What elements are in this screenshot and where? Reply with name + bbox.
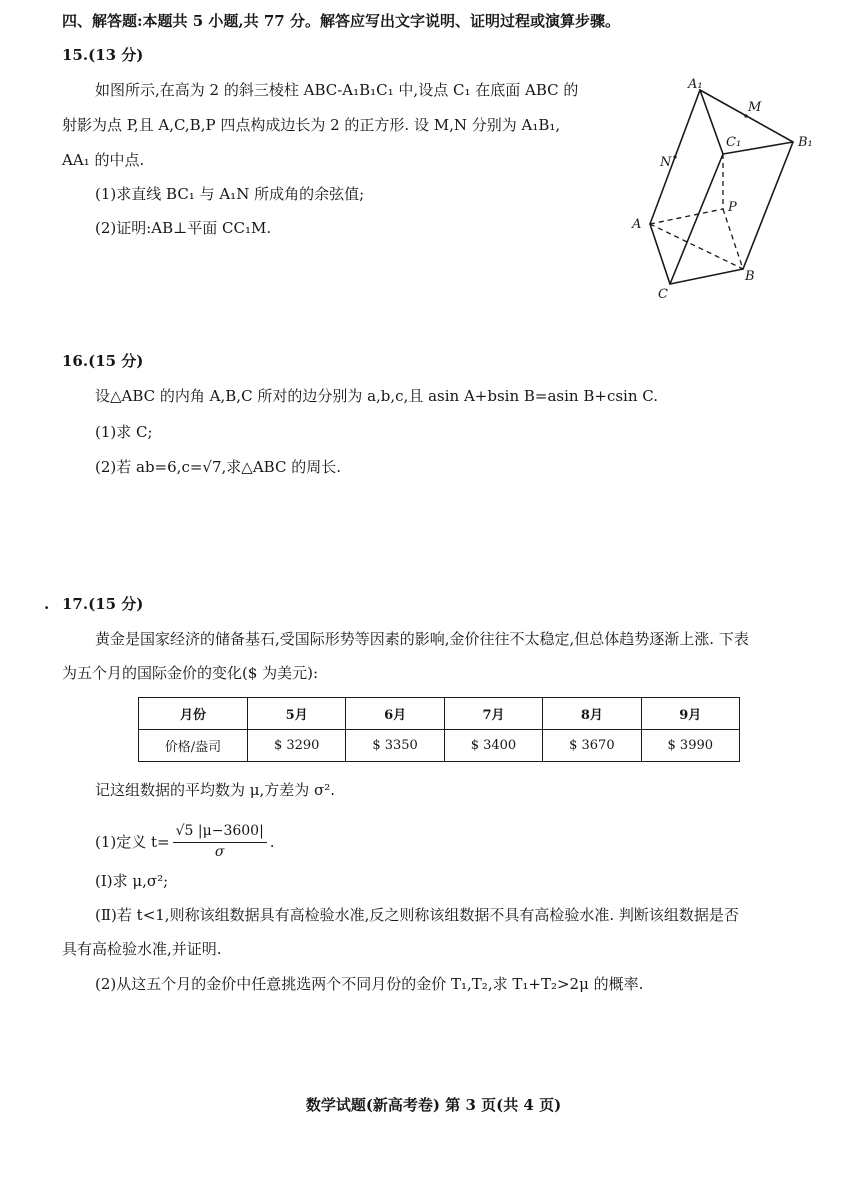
page-footer: 数学试题(新高考卷) 第 3 页(共 4 页) [305, 1096, 562, 1114]
label-m: M [748, 100, 762, 115]
q17-sub2-line1: (Ⅱ)若 t<1,则称该组数据具有高检验水准,反之则称该组数据不具有高检验水准. 判断该组数据是否 [95, 906, 739, 924]
q17-sub2-line2: 具有高检验水准,并证明. [62, 940, 222, 958]
q17-def-prefix: (1)定义 t= [95, 832, 170, 851]
label-a: A [632, 217, 642, 232]
table-header-cell: 7月 [444, 698, 542, 730]
q17-line1: 黄金是国家经济的储备基石,受国际形势等因素的影响,金价往往不太稳定,但总体趋势逐渐上涨. 下表 [95, 630, 749, 648]
q15-line1: 如图所示,在高为 2 的斜三棱柱 ABC-A₁B₁C₁ 中,设点 C₁ 在底面 ABC 的 [95, 81, 579, 99]
table-header-cell: 6月 [346, 698, 444, 730]
table-cell: $ 3990 [641, 730, 739, 762]
prism-figure [618, 78, 828, 303]
q15-line2: 射影为点 P,且 A,C,B,P 四点构成边长为 2 的正方形. 设 M,N 分别为 A₁B₁, [62, 116, 561, 134]
edge-ab-hidden [650, 224, 743, 269]
q15-line3: AA₁ 的中点. [62, 151, 145, 169]
q17-line3: 记这组数据的平均数为 μ,方差为 σ². [95, 781, 336, 799]
table-header-cell: 9月 [641, 698, 739, 730]
table-cell: $ 3670 [543, 730, 641, 762]
label-n: N [660, 155, 672, 170]
q16-part1: (1)求 C; [95, 423, 153, 441]
q15-part2: (2)证明:AB⊥平面 CC₁M. [95, 219, 272, 237]
table-cell: $ 3400 [444, 730, 542, 762]
edge-a1c1 [700, 90, 723, 154]
q16-line1: 设△ABC 的内角 A,B,C 所对的边分别为 a,b,c,且 asin A+bsin B=asin B+csin C. [95, 387, 658, 405]
q15-part1: (1)求直线 BC₁ 与 A₁N 所成角的余弦值; [95, 185, 365, 203]
label-c1: C₁ [726, 135, 742, 150]
q17-def-denominator: σ [214, 843, 225, 860]
label-b1: B₁ [798, 135, 813, 150]
q17-line2: 为五个月的国际金价的变化($ 为美元): [62, 664, 319, 682]
q15-title: 15.(13 分) [62, 46, 144, 64]
table-cell: 价格/盎司 [139, 730, 248, 762]
q16-title: 16.(15 分) [62, 352, 144, 370]
table-header-row [139, 698, 740, 730]
table-header-cell: 5月 [248, 698, 346, 730]
label-b: B [745, 269, 755, 284]
label-p: P [728, 200, 737, 215]
gold-price-table [138, 697, 740, 762]
q17-definition [95, 820, 275, 864]
section-header: 四、解答题:本题共 5 小题,共 77 分。解答应写出文字说明、证明过程或演算步骤。 [62, 12, 620, 30]
point-n [673, 155, 676, 158]
edge-cb [670, 269, 743, 284]
q17-def-numerator: √5 |μ−3600| [173, 823, 267, 843]
edge-ap-hidden [650, 209, 723, 224]
table-cell: $ 3290 [248, 730, 346, 762]
table-header-cell: 月份 [139, 698, 248, 730]
table-header-cell: 8月 [543, 698, 641, 730]
edge-ac [650, 224, 670, 284]
label-a1: A₁ [688, 78, 703, 92]
table-row [139, 730, 740, 762]
table-cell: $ 3350 [346, 730, 444, 762]
prism-diagram [618, 78, 828, 303]
q17-def-fraction [173, 823, 267, 861]
q17-sub1: (Ⅰ)求 μ,σ²; [95, 872, 169, 890]
edge-pb-hidden [723, 209, 743, 269]
label-c: C [658, 287, 668, 302]
q17-def-suffix: . [269, 832, 275, 851]
q16-part2: (2)若 ab=6,c=√7,求△ABC 的周长. [95, 458, 341, 476]
q17-prefix-mark: . [44, 595, 50, 613]
q17-title: 17.(15 分) [62, 595, 144, 613]
q17-part2: (2)从这五个月的金价中任意挑选两个不同月份的金价 T₁,T₂,求 T₁+T₂>2μ 的概率. [95, 975, 644, 993]
edge-c1c [670, 154, 723, 284]
edge-b1b [743, 142, 793, 269]
